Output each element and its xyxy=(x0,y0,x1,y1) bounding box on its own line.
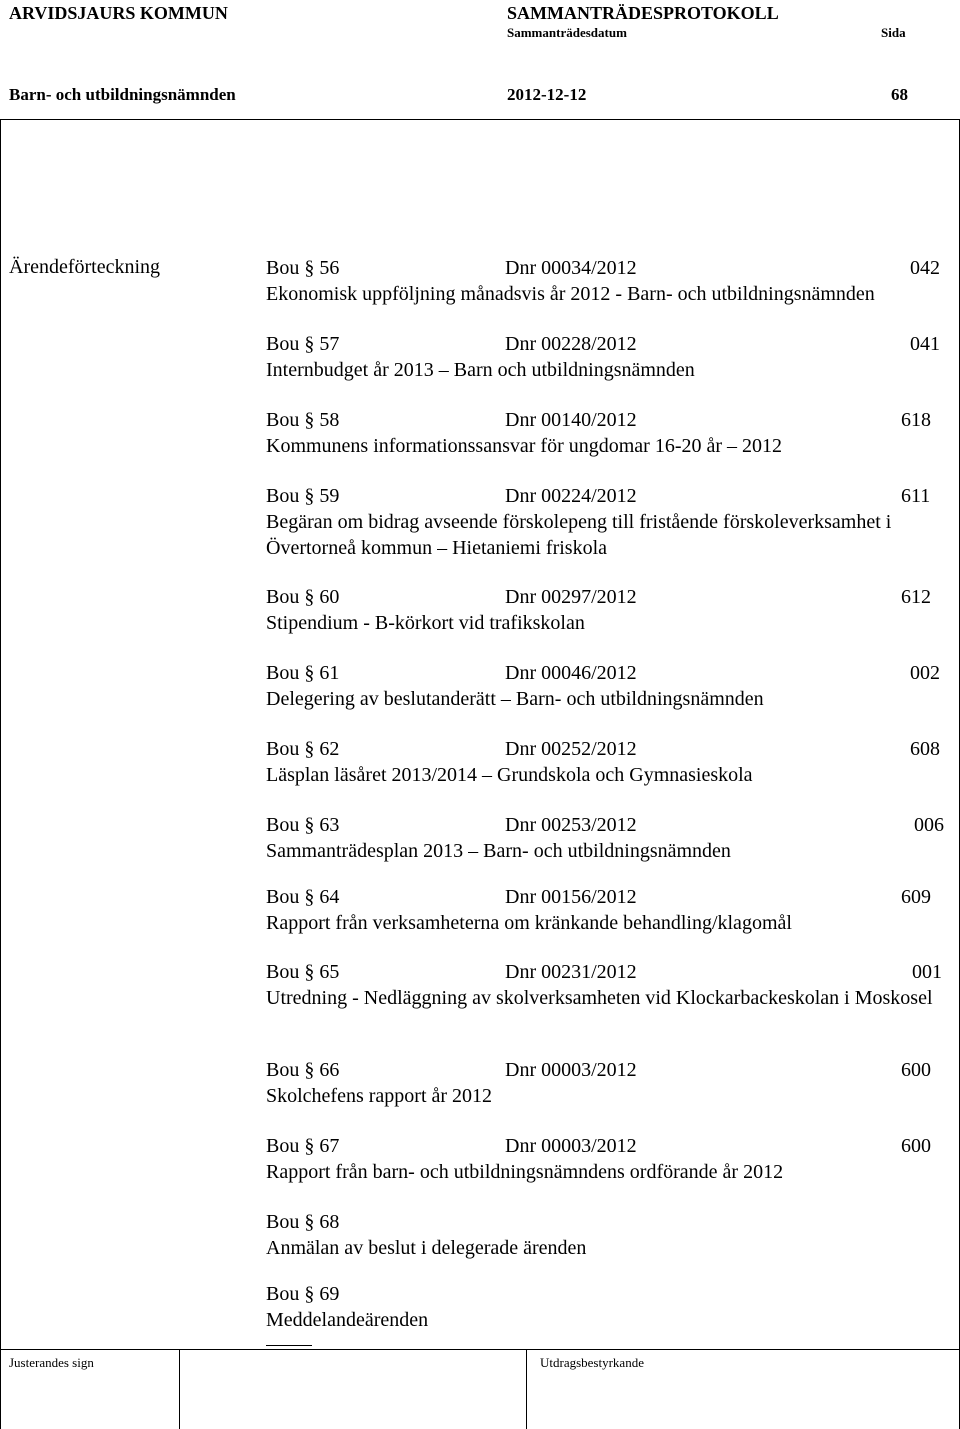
diary-number: Dnr 00046/2012 xyxy=(505,662,637,684)
footer-divider-right xyxy=(526,1349,527,1429)
section-title: Ärendeförteckning xyxy=(9,256,161,278)
agenda-item xyxy=(266,1281,948,1333)
meeting-date: 2012-12-12 xyxy=(507,85,587,104)
record-code: 600 xyxy=(901,1059,931,1081)
footer-divider-left xyxy=(179,1349,180,1429)
record-code: 041 xyxy=(910,333,940,355)
extract-certification-label: Utdragsbestyrkande xyxy=(540,1355,644,1370)
diary-number: Dnr 00140/2012 xyxy=(505,409,637,431)
diary-number: Dnr 00228/2012 xyxy=(505,333,637,355)
item-title: Utredning - Nedläggning av skolverksamheten vid Klockarbackeskolan i Moskosel xyxy=(266,987,933,1009)
record-code: 006 xyxy=(914,814,944,836)
agenda-item xyxy=(266,331,948,383)
item-title: Internbudget år 2013 – Barn och utbildningsnämnden xyxy=(266,359,695,381)
paragraph-number: Bou § 57 xyxy=(266,333,340,355)
paragraph-number: Bou § 62 xyxy=(266,738,340,760)
page-label: Sida xyxy=(881,25,906,40)
item-title: Anmälan av beslut i delegerade ärenden xyxy=(266,1237,587,1259)
agenda-item xyxy=(266,1057,948,1109)
footer-rule xyxy=(0,1349,960,1350)
agenda-item xyxy=(266,584,948,636)
left-border xyxy=(0,119,1,1429)
committee-name: Barn- och utbildningsnämnden xyxy=(9,85,236,104)
item-title: Delegering av beslutanderätt – Barn- och utbildningsnämnden xyxy=(266,688,764,710)
agenda-item xyxy=(266,812,948,864)
record-code: 611 xyxy=(901,485,931,507)
municipality-name: ARVIDSJAURS KOMMUN xyxy=(9,3,228,23)
agenda-item xyxy=(266,884,948,936)
item-title: Ekonomisk uppföljning månadsvis år 2012 - Barn- och utbildningsnämnden xyxy=(266,283,875,305)
diary-number: Dnr 00252/2012 xyxy=(505,738,637,760)
item-title: Rapport från verksamheterna om kränkande behandling/klagomål xyxy=(266,912,792,934)
item-title: Kommunens informationssansvar för ungdomar 16-20 år – 2012 xyxy=(266,435,783,457)
diary-number: Dnr 00224/2012 xyxy=(505,485,637,507)
diary-number: Dnr 00253/2012 xyxy=(505,814,637,836)
agenda-item xyxy=(266,407,948,459)
paragraph-number: Bou § 63 xyxy=(266,814,340,836)
paragraph-number: Bou § 56 xyxy=(266,257,340,279)
item-title: Begäran om bidrag avseende förskolepeng till fristående förskoleverksamhet i Övertorneå kommun – Hietaniemi friskola xyxy=(266,511,892,559)
page-number: 68 xyxy=(891,85,908,104)
paragraph-number: Bou § 65 xyxy=(266,961,340,983)
paragraph-number: Bou § 67 xyxy=(266,1135,340,1157)
record-code: 618 xyxy=(901,409,931,431)
item-title: Meddelandeärenden xyxy=(266,1309,429,1331)
document-type: SAMMANTRÄDESPROTOKOLL xyxy=(507,3,779,23)
diary-number: Dnr 00034/2012 xyxy=(505,257,637,279)
agenda-item xyxy=(266,660,948,712)
diary-number: Dnr 00231/2012 xyxy=(505,961,637,983)
record-code: 612 xyxy=(901,586,931,608)
paragraph-number: Bou § 69 xyxy=(266,1283,340,1305)
date-label: Sammanträdesdatum xyxy=(507,25,627,40)
agenda-item xyxy=(266,1209,948,1261)
item-title: Sammanträdesplan 2013 – Barn- och utbildningsnämnden xyxy=(266,840,731,862)
agenda-item xyxy=(266,483,948,561)
record-code: 002 xyxy=(910,662,940,684)
paragraph-number: Bou § 66 xyxy=(266,1059,340,1081)
paragraph-number: Bou § 61 xyxy=(266,662,340,684)
item-title: Skolchefens rapport år 2012 xyxy=(266,1085,493,1107)
diary-number: Dnr 00297/2012 xyxy=(505,586,637,608)
end-of-list-rule xyxy=(266,1345,312,1346)
record-code: 609 xyxy=(901,886,931,908)
item-title: Läsplan läsåret 2013/2014 – Grundskola och Gymnasieskola xyxy=(266,764,753,786)
agenda-item xyxy=(266,736,948,788)
agenda-item xyxy=(266,255,948,307)
paragraph-number: Bou § 59 xyxy=(266,485,340,507)
item-title: Stipendium - B-körkort vid trafikskolan xyxy=(266,612,585,634)
justifier-signature-label: Justerandes sign xyxy=(9,1355,94,1370)
diary-number: Dnr 00156/2012 xyxy=(505,886,637,908)
paragraph-number: Bou § 60 xyxy=(266,586,340,608)
header-rule xyxy=(0,119,960,120)
paragraph-number: Bou § 64 xyxy=(266,886,340,908)
agenda-item xyxy=(266,1133,948,1185)
record-code: 600 xyxy=(901,1135,931,1157)
paragraph-number: Bou § 68 xyxy=(266,1211,340,1233)
diary-number: Dnr 00003/2012 xyxy=(505,1135,637,1157)
diary-number: Dnr 00003/2012 xyxy=(505,1059,637,1081)
item-title: Rapport från barn- och utbildningsnämndens ordförande år 2012 xyxy=(266,1161,784,1183)
record-code: 608 xyxy=(910,738,940,760)
record-code: 042 xyxy=(910,257,940,279)
paragraph-number: Bou § 58 xyxy=(266,409,340,431)
agenda-item xyxy=(266,959,948,1011)
record-code: 001 xyxy=(912,961,942,983)
